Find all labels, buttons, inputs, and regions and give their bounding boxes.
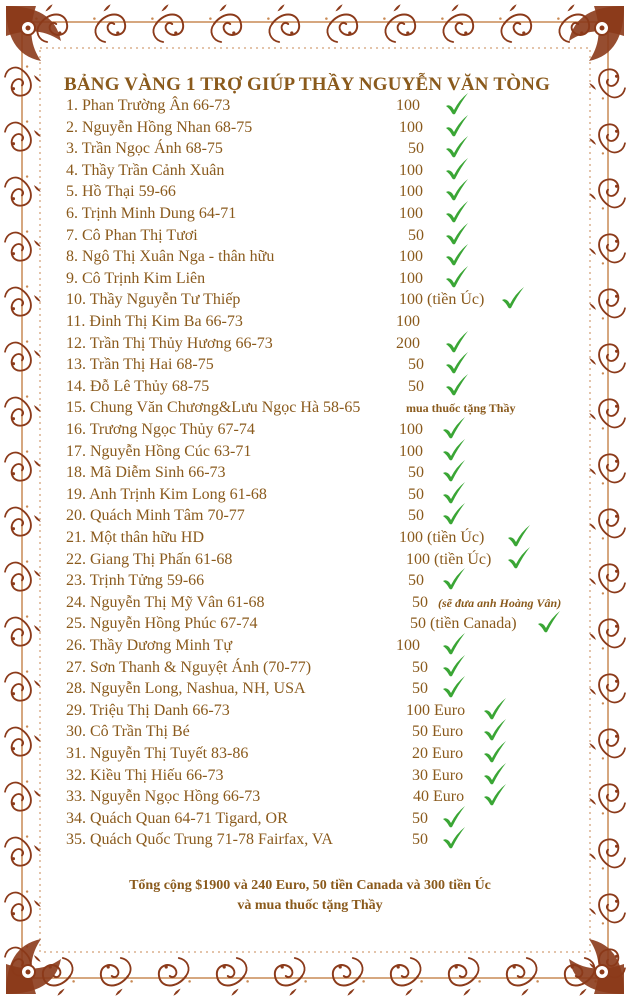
list-item [66, 637, 566, 658]
checkmark-icon [441, 438, 467, 462]
donor-name: 16. Trương Ngọc Thủy 67-74 [66, 421, 255, 438]
list-item [66, 140, 566, 161]
list-item [66, 227, 566, 248]
donation-amount: 50 [408, 507, 424, 525]
donation-amount: 100 [396, 313, 420, 330]
list-item [66, 119, 566, 140]
donation-amount: 100 [399, 118, 423, 136]
donor-name: 4. Thầy Trần Cảnh Xuân [66, 161, 225, 179]
donor-name: 26. Thầy Dương Minh Tự [66, 637, 233, 654]
donor-name: 6. Trịnh Minh Dung 64-71 [66, 205, 237, 222]
checkmark-icon [444, 178, 470, 202]
list-item [66, 356, 566, 377]
list-item [66, 551, 566, 572]
donation-amount: 50 [408, 572, 424, 590]
list-item [66, 162, 566, 183]
checkmark-icon [444, 265, 470, 289]
list-item [66, 615, 566, 636]
checkmark-icon [441, 567, 467, 591]
checkmark-icon [444, 135, 470, 159]
checkmark-icon [441, 826, 467, 850]
donor-name: 13. Trần Thị Hai 68-75 [66, 356, 214, 374]
donation-amount: 100 Euro [406, 701, 466, 719]
list-item [66, 421, 566, 442]
donation-amount: 200 [396, 334, 420, 352]
checkmark-icon [444, 373, 470, 397]
checkmark-icon [506, 524, 532, 548]
list-item [66, 529, 566, 550]
donor-name: 33. Nguyễn Ngọc Hồng 66-73 [66, 788, 261, 806]
donor-name: 18. Mã Diễm Sinh 66-73 [66, 464, 226, 482]
checkmark-icon [506, 546, 532, 570]
checkmark-icon [444, 243, 470, 267]
list-item [66, 378, 566, 399]
donor-name: 17. Nguyễn Hồng Cúc 63-71 [66, 442, 252, 460]
list-item [66, 594, 566, 615]
donation-amount: 50 [412, 658, 428, 676]
donor-name: 9. Cô Trịnh Kim Liên [66, 269, 206, 287]
list-item [66, 507, 566, 528]
checkmark-icon [441, 675, 467, 699]
donor-name: 12. Trần Thị Thủy Hương 66-73 [66, 334, 273, 352]
donor-name: 5. Hồ Thại 59-66 [66, 183, 176, 201]
page-title: BẢNG VÀNG 1 TRỢ GIÚP THẦY NGUYỄN VĂN TÒNG [64, 74, 551, 95]
donor-name: 35. Quách Quốc Trung 71-78 Fairfax, VA [66, 831, 333, 849]
donor-name: 10. Thầy Nguyễn Tư Thiếp [66, 291, 241, 309]
donation-amount: 50 [408, 464, 424, 482]
donation-amount: 50 Euro [412, 723, 464, 741]
donor-name: 21. Một thân hữu HD [66, 529, 204, 546]
donation-amount: 40 Euro [413, 788, 465, 806]
list-item [66, 659, 566, 680]
donation-amount: 100 [399, 183, 423, 201]
donor-name: 27. Sơn Thanh & Nguyệt Ánh (70-77) [66, 658, 312, 676]
list-item [66, 788, 566, 809]
list-item [66, 97, 566, 118]
donation-amount: 50 [408, 356, 424, 374]
donor-name: 23. Trịnh Tửng 59-66 [66, 572, 205, 590]
donor-name: 29. Triệu Thị Danh 66-73 [66, 701, 230, 719]
list-item [66, 270, 566, 291]
checkmark-icon [536, 610, 562, 634]
checkmark-icon [441, 805, 467, 829]
checkmark-icon [444, 92, 470, 116]
checkmark-icon [441, 416, 467, 440]
checkmark-icon [444, 330, 470, 354]
donation-note: (sẽ đưa anh Hoàng Vân) [438, 595, 562, 610]
donation-amount: 50 [408, 377, 424, 395]
donation-amount: 50 [408, 140, 424, 158]
total-line-2: và mua thuốc tặng Thầy [237, 898, 383, 913]
donation-amount: 30 Euro [412, 766, 464, 784]
donor-name: 31. Nguyễn Thị Tuyết 83-86 [66, 745, 249, 762]
checkmark-icon [500, 286, 526, 310]
list-item [66, 313, 566, 334]
checkmark-icon [444, 114, 470, 138]
list-item [66, 443, 566, 464]
donation-amount: 100 [399, 161, 423, 179]
donation-amount: 50 [408, 485, 424, 503]
checkmark-icon [441, 502, 467, 526]
list-item [66, 572, 566, 593]
checkmark-icon [482, 718, 508, 742]
donation-amount: 100 (tiền Úc) [406, 550, 492, 568]
list-item [66, 205, 566, 226]
donor-name: 24. Nguyễn Thị Mỹ Vân 61-68 [66, 593, 265, 611]
list-item [66, 831, 566, 852]
donation-amount: 50 [412, 809, 428, 827]
donor-name: 20. Quách Minh Tâm 70-77 [66, 507, 245, 525]
donation-note: mua thuốc tặng Thầy [406, 401, 516, 416]
checkmark-icon [444, 222, 470, 246]
checkmark-icon [441, 481, 467, 505]
donation-amount: 100 [399, 269, 423, 287]
checkmark-icon [441, 459, 467, 483]
donor-name: 25. Nguyễn Hồng Phúc 67-74 [66, 615, 258, 633]
list-item [66, 486, 566, 507]
donor-name: 15. Chung Văn Chương&Lưu Ngọc Hà 58-65 [66, 399, 361, 417]
donation-amount: 100 [396, 637, 420, 654]
donation-amount: 50 [412, 593, 428, 611]
donation-amount: 50 (tiền Canada) [410, 615, 517, 633]
checkmark-icon [444, 200, 470, 224]
donor-name: 7. Cô Phan Thị Tươi [66, 226, 198, 244]
donor-name: 1. Phan Trường Ân 66-73 [66, 97, 231, 114]
list-item [66, 399, 566, 420]
donation-amount: 100 [399, 442, 423, 460]
donor-name: 19. Anh Trịnh Kim Long 61-68 [66, 485, 267, 503]
checkmark-icon [482, 762, 508, 786]
list-item [66, 183, 566, 204]
donation-amount: 100 (tiền Úc) [399, 529, 485, 546]
donor-name: 32. Kiều Thị Hiếu 66-73 [66, 766, 224, 784]
checkmark-icon [441, 632, 467, 656]
donation-amount: 50 [412, 680, 428, 698]
donor-name: 11. Đinh Thị Kim Ba 66-73 [66, 313, 243, 330]
list-item [66, 464, 566, 485]
donor-name: 14. Đỗ Lê Thủy 68-75 [66, 377, 210, 395]
total-line-1: Tổng cộng $1900 và 240 Euro, 50 tiền Canada và 300 tiền Úc [129, 878, 491, 893]
donation-amount: 100 [399, 205, 423, 222]
donation-amount: 50 [408, 226, 424, 244]
donation-amount: 100 [396, 97, 420, 114]
checkmark-icon [482, 740, 508, 764]
checkmark-icon [482, 697, 508, 721]
list-item [66, 248, 566, 269]
list-item [66, 291, 566, 312]
donor-name: 22. Giang Thị Phấn 61-68 [66, 550, 233, 568]
donor-name: 3. Trần Ngọc Ánh 68-75 [66, 140, 223, 158]
donor-name: 30. Cô Trần Thị Bé [66, 723, 190, 741]
donor-name: 28. Nguyễn Long, Nashua, NH, USA [66, 680, 306, 698]
list-item [66, 810, 566, 831]
list-item [66, 335, 566, 356]
donation-amount: 100 [399, 421, 423, 438]
donation-amount: 50 [412, 831, 428, 849]
checkmark-icon [444, 157, 470, 181]
donation-amount: 100 (tiền Úc) [399, 291, 485, 309]
donor-name: 2. Nguyễn Hồng Nhan 68-75 [66, 118, 253, 136]
checkmark-icon [444, 351, 470, 375]
donation-amount: 20 Euro [412, 745, 464, 762]
donor-name: 8. Ngô Thị Xuân Nga - thân hữu [66, 248, 275, 266]
donor-name: 34. Quách Quan 64-71 Tigard, OR [66, 809, 288, 827]
checkmark-icon [482, 783, 508, 807]
donation-amount: 100 [399, 248, 423, 266]
checkmark-icon [441, 654, 467, 678]
